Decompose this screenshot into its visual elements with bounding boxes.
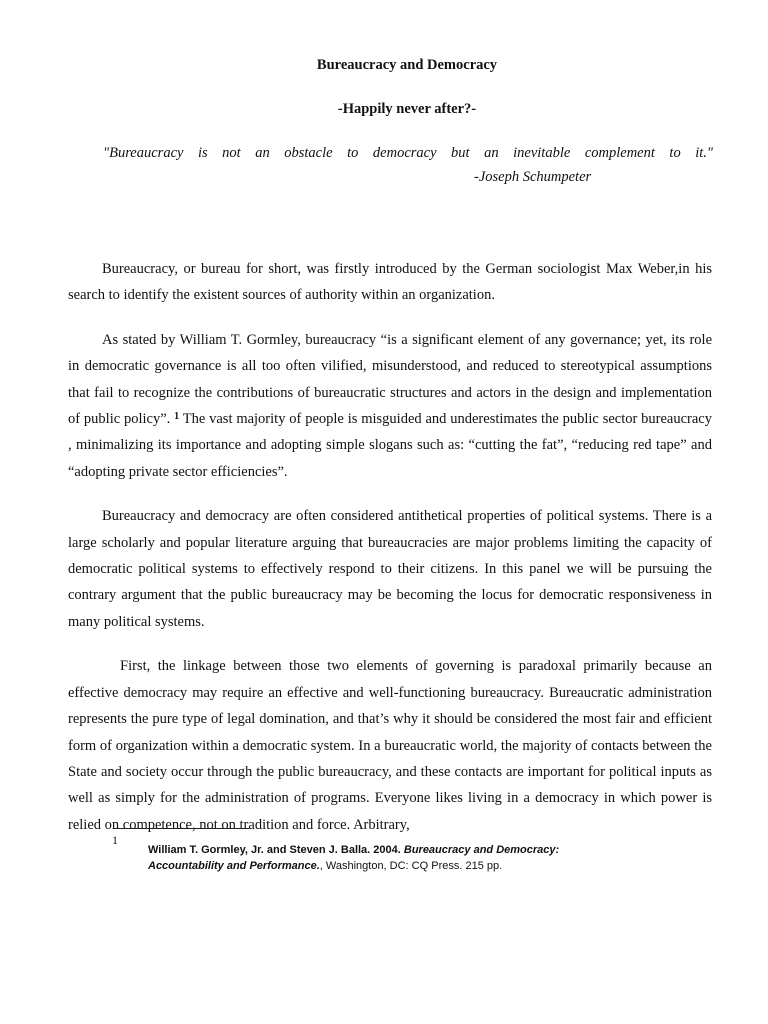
footnote-book-title: Bureaucracy and Democracy: Accountability and Performance.: [148, 844, 560, 872]
footnote-publisher: , Washington, DC: CQ Press. 215 pp.: [319, 860, 503, 872]
document-subtitle: -Happily never after?-: [337, 101, 477, 117]
document-title: Bureaucracy and Democracy: [316, 57, 498, 73]
epigraph-author: -Joseph Schumpeter: [474, 169, 592, 185]
paragraph-1: Bureaucracy, or bureau for short, was firstly introduced by the German sociologist Max Weber,in his search to identify the existent sources of authority within an organization.: [68, 261, 712, 304]
footnote-separator: [113, 828, 249, 829]
paragraph-2-part-a: As stated by William T. Gormley, bureaucracy “is a significant element of any governance; yet, its role in democratic governance is all too often vilified, misunderstood, and reduced to stereotypical assumptions that fail to recognize the contributions of bureaucratic structures and actors in the design and implementation of public policy”.: [68, 331, 712, 428]
document-body: [68, 256, 712, 838]
footnote-number: 1: [112, 833, 118, 847]
epigraph-quote: "Bureaucracy is not an obstacle to democracy but an inevitable complement to it.": [103, 145, 713, 161]
footnote-reference[interactable]: 1: [174, 411, 180, 423]
paragraph-3: Bureaucracy and democracy are often considered antithetical properties of political systems. There is a large scholarly and popular literature arguing that bureaucracies are major problems limiting the capacity of democratic political systems to effectively respond to their citizens. In this panel we will be pursuing the contrary argument that the public bureaucracy may be becoming the locus for democratic responsiveness in many political systems.: [68, 508, 712, 630]
paragraph-2-part-b: The vast majority of people is misguided and underestimates the public sector bureaucracy , minimalizing its importance and adopting simple slogans such as: “cutting the fat”, “reducing red tape” and “adopting private sector efficiencies”.: [68, 411, 712, 480]
paragraph-2: [68, 327, 712, 485]
footnote-authors: William T. Gormley, Jr. and Steven J. Balla. 2004.: [148, 844, 401, 856]
footnote-text: [148, 842, 608, 874]
paragraph-4: First, the linkage between those two elements of governing is paradoxal primarily because an effective democracy may require an effective and well-functioning bureaucracy. Bureaucratic administration represents the pure type of legal domination, and that’s why it should be considered the most fair and efficient form of organization within a democratic system. In a bureaucratic world, the majority of contacts between the State and society occur through the public bureaucracy, and these contacts are important for political inputs as well as simply for the administration of programs. Everyone likes living in a democracy in which power is relied on competence, not on tradition and force. Arbitrary,: [68, 658, 712, 833]
